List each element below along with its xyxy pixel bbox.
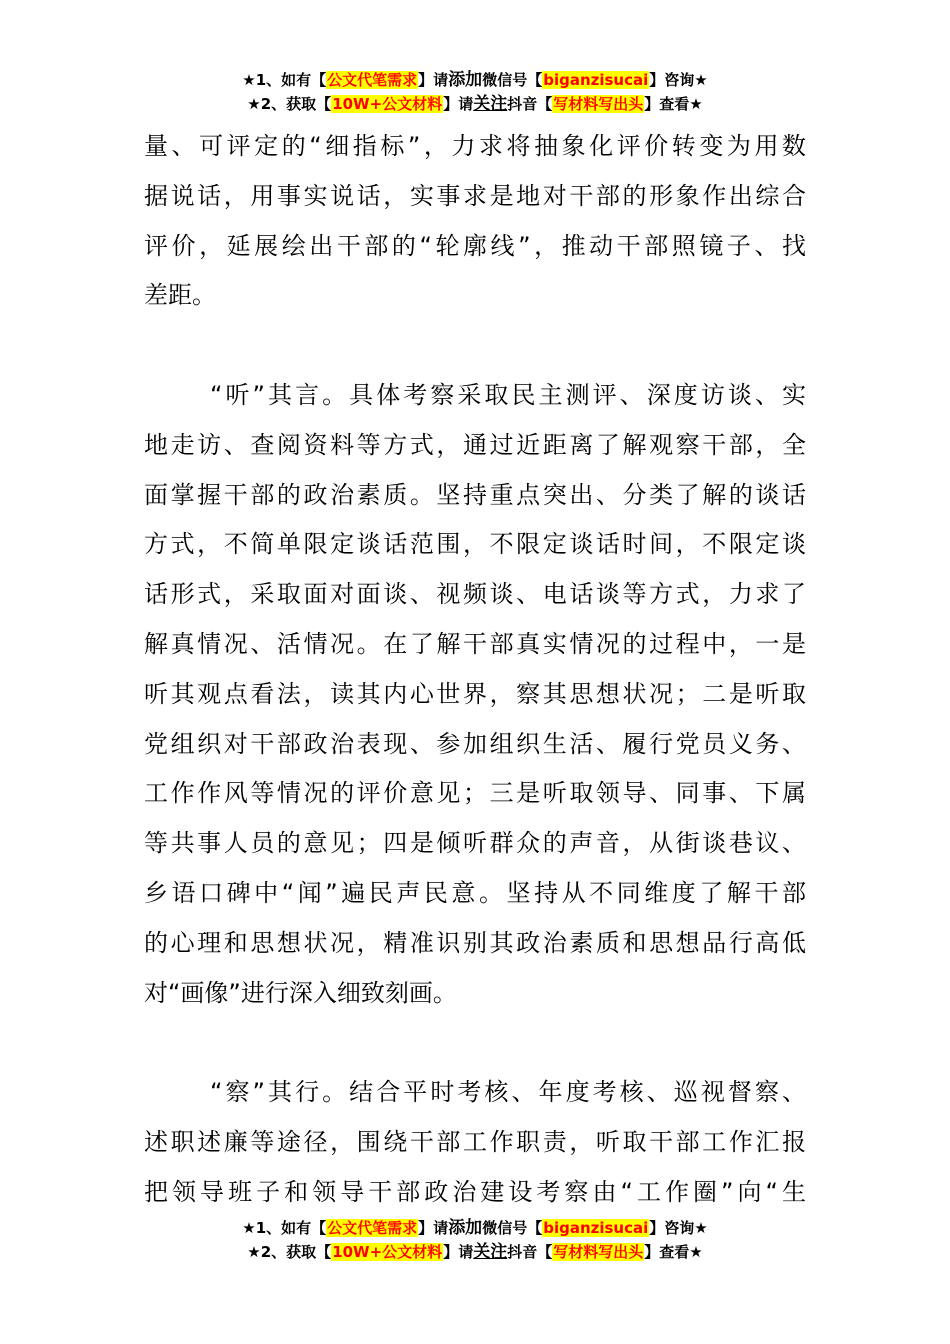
text-line: 党组织对干部政治表现、参加组织生活、履行党员义务、 [144, 729, 806, 758]
text-line: “察”其行。结合平时考核、年度考核、巡视督察、 [210, 1078, 806, 1107]
banner-highlight: 写材料写出头 [553, 1243, 644, 1261]
paragraph-gap [144, 1018, 806, 1068]
banner-line-1: ★1、如有【公文代笔需求】请添加微信号【biganzisucai】咨询★ [242, 70, 708, 90]
text-line: 据说话，用事实说话，实事求是地对干部的形象作出综合 [144, 181, 806, 210]
text-line: 方式，不简单限定谈话范围，不限定谈话时间，不限定谈 [144, 530, 806, 559]
text-line: 解真情况、活情况。在了解干部真实情况的过程中，一是 [144, 629, 806, 658]
header-banner [0, 68, 950, 116]
text-line: 等共事人员的意见；四是倾听群众的声音，从街谈巷议、 [144, 829, 806, 858]
banner-line-2: ★2、获取【10W+公文材料】请关注抖音【写材料写出头】查看★ [247, 1242, 703, 1262]
paragraph-gap [144, 321, 806, 371]
text-line: 述职述廉等途径，围绕干部工作职责，听取干部工作汇报 [144, 1127, 806, 1156]
banner-highlight: biganzisucai [543, 1219, 649, 1237]
banner-highlight: 10W+公文材料 [332, 95, 443, 113]
text-line: 量、可评定的“细指标”，力求将抽象化评价转变为用数 [144, 132, 806, 160]
text-line: 话形式，采取面对面谈、视频谈、电话谈等方式，力求了 [144, 580, 806, 609]
banner-highlight: 10W+公文材料 [332, 1243, 443, 1261]
text-line: 的心理和思想状况，精准识别其政治素质和思想品行高低 [144, 928, 806, 957]
banner-highlight: 公文代笔需求 [327, 71, 418, 89]
banner-line-2: ★2、获取【10W+公文材料】请关注抖音【写材料写出头】查看★ [247, 94, 703, 114]
text-line: 地走访、查阅资料等方式，通过近距离了解观察干部，全 [144, 430, 806, 459]
banner-highlight: biganzisucai [543, 71, 649, 89]
text-line: 差距。 [144, 281, 216, 310]
text-line: 把领导班子和领导干部政治建设考察由“工作圈”向“生 [144, 1177, 806, 1206]
text-line: 面掌握干部的政治素质。坚持重点突出、分类了解的谈话 [144, 480, 806, 509]
text-line: 乡语口碑中“闻”遍民声民意。坚持从不同维度了解干部 [144, 878, 806, 907]
banner-line-1: ★1、如有【公文代笔需求】请添加微信号【biganzisucai】咨询★ [242, 1218, 708, 1238]
text-line: 工作作风等情况的评价意见；三是听取领导、同事、下属 [144, 779, 806, 808]
banner-highlight: 写材料写出头 [553, 95, 644, 113]
banner-highlight: 公文代笔需求 [327, 1219, 418, 1237]
document-body [144, 122, 806, 1218]
text-line: 评价，延展绘出干部的“轮廓线”，推动干部照镜子、找 [144, 231, 806, 260]
text-line: 听其观点看法，读其内心世界，察其思想状况；二是听取 [144, 679, 806, 708]
text-line: 对“画像”进行深入细致刻画。 [144, 978, 457, 1007]
text-line: “听”其言。具体考察采取民主测评、深度访谈、实 [210, 380, 806, 409]
footer-banner [0, 1216, 950, 1264]
